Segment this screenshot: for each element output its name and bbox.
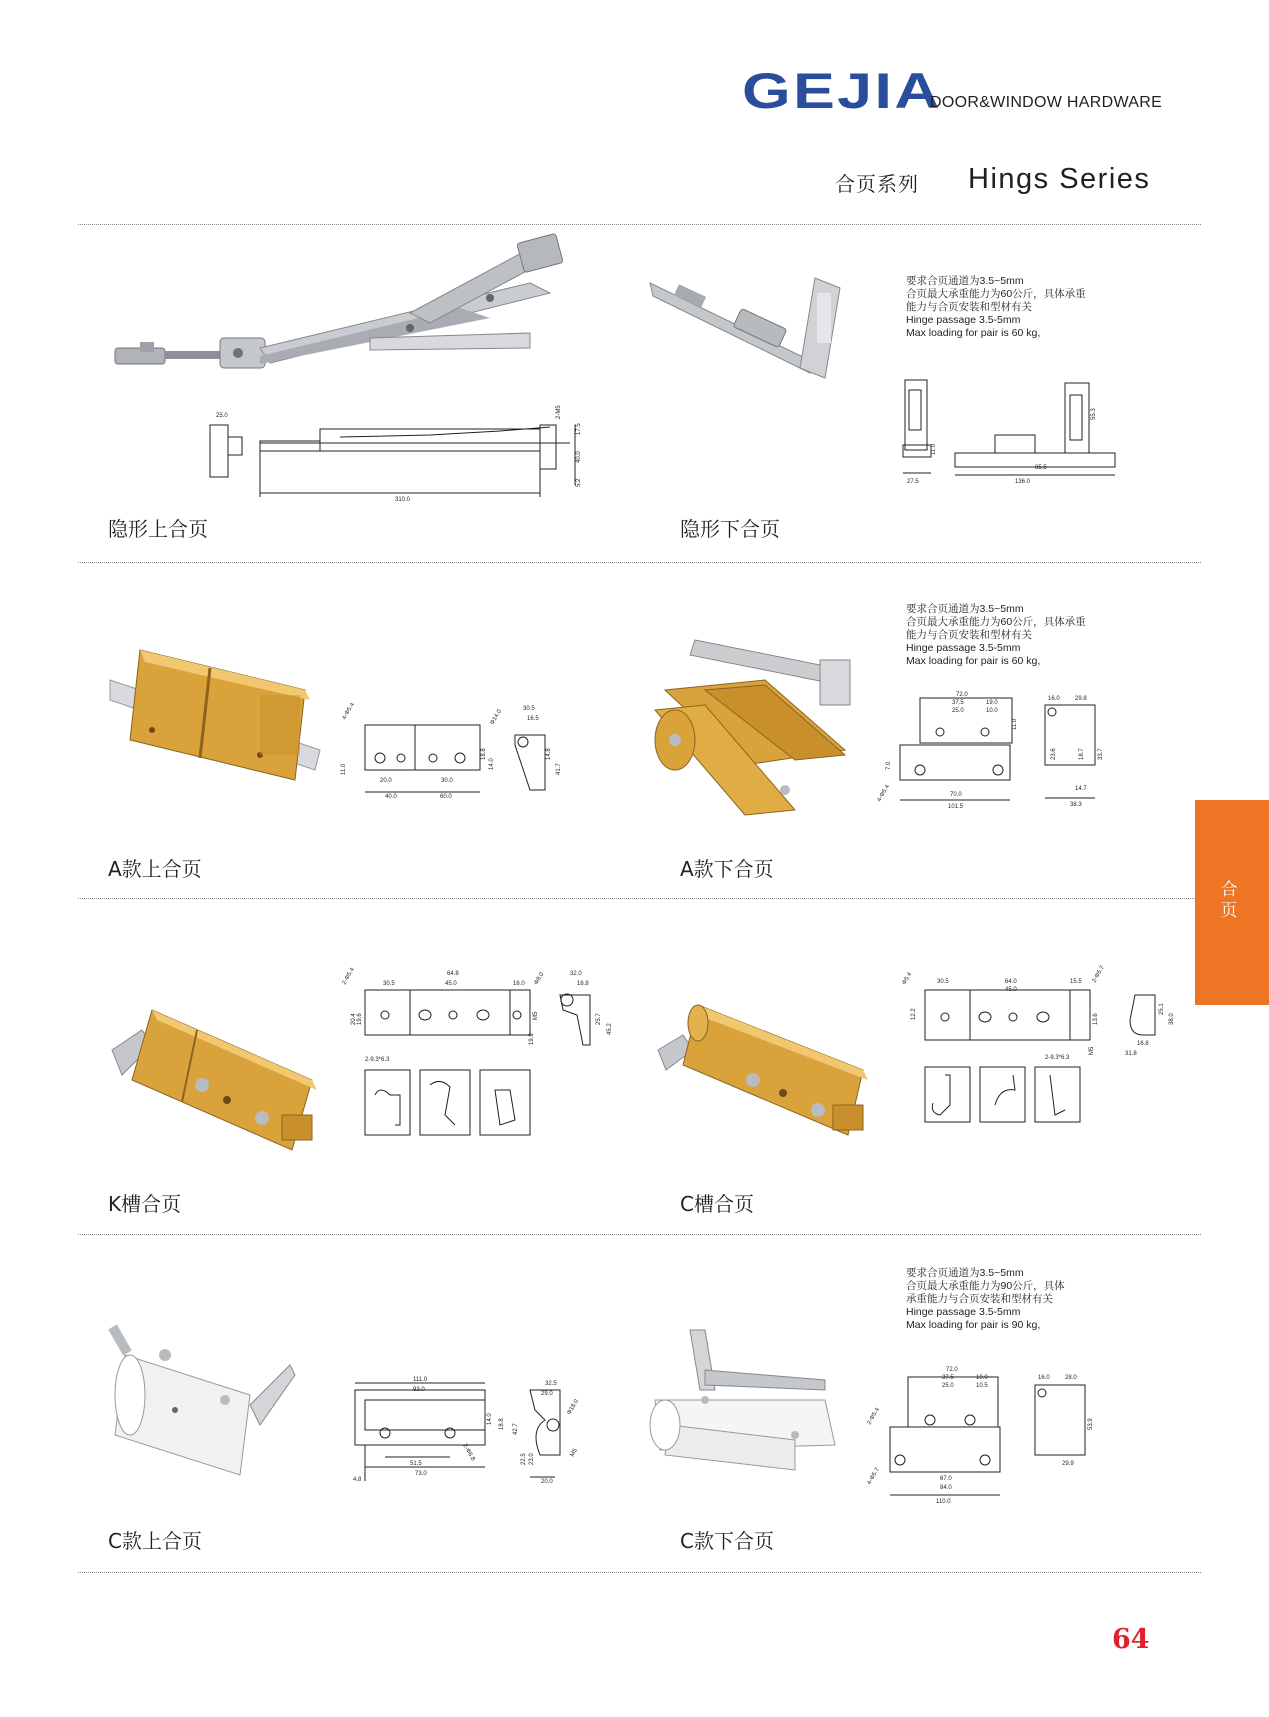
- svg-text:37.5: 37.5: [952, 700, 964, 706]
- svg-text:16.8: 16.8: [1137, 1041, 1149, 1047]
- svg-text:16.0: 16.0: [1048, 696, 1060, 702]
- a-upper-hinge-drawing: [341, 700, 585, 800]
- a-upper-hinge-photo: [110, 640, 325, 790]
- svg-text:2-9.3*6.3: 2-9.3*6.3: [1045, 1055, 1070, 1061]
- series-title-cn: 合页系列: [835, 172, 919, 196]
- svg-text:22.5: 22.5: [521, 1453, 527, 1465]
- svg-text:30.5: 30.5: [523, 706, 535, 712]
- svg-text:4-Φ5.7: 4-Φ5.7: [866, 1467, 881, 1486]
- product-label: 隐形上合页: [108, 517, 208, 541]
- svg-text:38.0: 38.0: [1169, 1013, 1175, 1025]
- svg-text:29.0: 29.0: [541, 1391, 553, 1397]
- svg-text:4-Φ5.4: 4-Φ5.4: [876, 784, 891, 803]
- svg-text:16.8: 16.8: [577, 981, 589, 987]
- svg-text:30.0: 30.0: [441, 778, 453, 784]
- svg-text:40.0: 40.0: [385, 794, 397, 800]
- svg-text:25.1: 25.1: [1159, 1003, 1165, 1015]
- a-lower-note: 要求合页通道为3.5~5mm 合页最大承重能力为60公斤，具体承重 能力与合页安装和型材有关 Hinge passage 3.5-5mm Max loading for pair is 60 kg,: [906, 603, 1086, 667]
- svg-text:2-Φ5.7: 2-Φ5.7: [1091, 965, 1106, 984]
- svg-text:19.9: 19.9: [529, 1033, 535, 1045]
- svg-text:19.6: 19.6: [357, 1013, 363, 1025]
- k-slot-hinge-drawing: [341, 965, 635, 1150]
- hidden-lower-hinge-photo: [645, 268, 855, 388]
- svg-text:12.2: 12.2: [911, 1008, 917, 1020]
- side-tab-label: 合页: [1220, 880, 1238, 921]
- svg-text:40.0: 40.0: [576, 451, 582, 463]
- svg-text:11.0: 11.0: [931, 443, 937, 455]
- svg-text:84.0: 84.0: [940, 1485, 952, 1491]
- svg-text:14.8: 14.8: [546, 748, 552, 760]
- svg-text:29.8: 29.8: [1075, 696, 1087, 702]
- svg-text:37.5: 37.5: [942, 1375, 954, 1381]
- svg-text:Φ5.4: Φ5.4: [901, 971, 914, 986]
- svg-text:64.8: 64.8: [447, 971, 459, 977]
- svg-text:16.0: 16.0: [1038, 1375, 1050, 1381]
- svg-text:19.0: 19.0: [976, 1375, 988, 1381]
- svg-text:110.0: 110.0: [936, 1499, 951, 1505]
- svg-text:25.7: 25.7: [596, 1013, 602, 1025]
- svg-text:18.8: 18.8: [499, 1418, 505, 1430]
- svg-text:67.0: 67.0: [940, 1476, 952, 1482]
- svg-text:136.0: 136.0: [1015, 479, 1031, 485]
- svg-text:4.8: 4.8: [353, 1477, 362, 1483]
- svg-text:7.0: 7.0: [886, 761, 892, 770]
- svg-text:25.0: 25.0: [216, 413, 228, 419]
- svg-text:16.0: 16.0: [513, 981, 525, 987]
- svg-text:38.3: 38.3: [1070, 802, 1082, 808]
- svg-text:Φ14.0: Φ14.0: [489, 708, 503, 726]
- svg-text:14.0: 14.0: [489, 758, 495, 770]
- product-label: K槽合页: [108, 1192, 182, 1216]
- section-divider: [78, 1234, 1201, 1235]
- hidden-lower-note: 要求合页通道为3.5~5mm 合页最大承重能力为60公斤，具体承重 能力与合页安装和型材有关 Hinge passage 3.5-5mm Max loading for pair is 60 kg,: [906, 275, 1086, 339]
- hidden-lower-hinge-drawing: [895, 375, 1125, 485]
- page-number: 64: [1112, 1624, 1150, 1655]
- c-slot-hinge-photo: [658, 995, 873, 1155]
- a-lower-hinge-photo: [645, 630, 860, 820]
- svg-text:2-M5: 2-M5: [556, 405, 562, 419]
- svg-text:41.7: 41.7: [556, 763, 562, 775]
- svg-text:10.5: 10.5: [976, 1383, 988, 1389]
- svg-text:55.3: 55.3: [1091, 408, 1097, 420]
- c-upper-hinge-drawing: [345, 1375, 615, 1485]
- section-divider: [78, 224, 1201, 225]
- svg-text:20.0: 20.0: [380, 778, 392, 784]
- c-lower-note: 要求合页通道为3.5~5mm 合页最大承重能力为90公斤，具体 承重能力与合页安装和型材有关 Hinge passage 3.5-5mm Max loading for pair is 90 kg,: [906, 1267, 1065, 1331]
- svg-text:23.0: 23.0: [529, 1453, 535, 1465]
- svg-text:19.0: 19.0: [986, 700, 998, 706]
- hidden-upper-hinge-drawing: [200, 405, 600, 505]
- svg-text:M5: M5: [569, 1447, 579, 1458]
- svg-text:32.5: 32.5: [545, 1381, 557, 1387]
- svg-text:4-Φ5.4: 4-Φ5.4: [341, 702, 356, 721]
- svg-text:20.0: 20.0: [541, 1479, 553, 1485]
- svg-text:73.0: 73.0: [415, 1471, 427, 1477]
- svg-text:85.5: 85.5: [1035, 465, 1047, 471]
- svg-text:25.0: 25.0: [952, 708, 964, 714]
- svg-text:29.9: 29.9: [1062, 1461, 1074, 1467]
- svg-text:93.0: 93.0: [413, 1387, 425, 1393]
- c-slot-hinge-drawing: [901, 965, 1175, 1135]
- svg-text:111.0: 111.0: [413, 1377, 428, 1383]
- svg-text:14.0: 14.0: [487, 1413, 493, 1425]
- svg-text:53.9: 53.9: [1088, 1418, 1094, 1430]
- svg-text:31.8: 31.8: [1125, 1051, 1137, 1057]
- product-label: A款下合页: [680, 857, 774, 881]
- section-divider: [78, 1572, 1201, 1573]
- svg-text:28.0: 28.0: [1065, 1375, 1077, 1381]
- svg-text:33.7: 33.7: [1098, 748, 1104, 760]
- svg-text:310.0: 310.0: [395, 497, 411, 503]
- product-label: C款上合页: [108, 1529, 202, 1553]
- svg-text:60.0: 60.0: [440, 794, 452, 800]
- svg-text:32.0: 32.0: [570, 971, 582, 977]
- svg-text:45.0: 45.0: [445, 981, 457, 987]
- svg-text:Φ8.0: Φ8.0: [533, 971, 546, 986]
- svg-text:11.0: 11.0: [1012, 718, 1018, 730]
- product-label: 隐形下合页: [680, 517, 780, 541]
- product-label: A款上合页: [108, 857, 202, 881]
- svg-text:64.0: 64.0: [1005, 979, 1017, 985]
- svg-text:18.8: 18.8: [481, 748, 487, 760]
- svg-text:101.5: 101.5: [948, 804, 964, 810]
- svg-text:70.0: 70.0: [950, 792, 962, 798]
- svg-text:2-Φ5.4: 2-Φ5.4: [866, 1407, 881, 1426]
- svg-text:30.5: 30.5: [937, 979, 949, 985]
- product-label: C槽合页: [680, 1192, 754, 1216]
- svg-text:25.0: 25.0: [942, 1383, 954, 1389]
- svg-text:30.5: 30.5: [383, 981, 395, 987]
- k-slot-hinge-photo: [112, 1000, 327, 1160]
- c-lower-hinge-photo: [645, 1330, 855, 1485]
- svg-text:17.5: 17.5: [576, 423, 582, 435]
- section-divider: [78, 898, 1201, 899]
- svg-text:15.5: 15.5: [1070, 979, 1082, 985]
- svg-text:5.2: 5.2: [576, 478, 582, 487]
- svg-text:72.0: 72.0: [946, 1367, 958, 1373]
- svg-text:M5: M5: [533, 1011, 539, 1020]
- product-label: C款下合页: [680, 1529, 774, 1553]
- svg-text:M5: M5: [1089, 1046, 1095, 1055]
- a-lower-hinge-drawing: [876, 690, 1110, 810]
- svg-text:27.5: 27.5: [907, 479, 919, 485]
- hidden-upper-hinge-photo: [110, 238, 590, 378]
- svg-text:2-Φ6.8: 2-Φ6.8: [461, 1443, 476, 1462]
- svg-text:13.6: 13.6: [1093, 1013, 1099, 1025]
- svg-text:2-Φ5.4: 2-Φ5.4: [341, 967, 356, 986]
- svg-text:14.7: 14.7: [1075, 786, 1087, 792]
- svg-text:11.0: 11.0: [341, 763, 347, 775]
- svg-text:23.6: 23.6: [1051, 748, 1057, 760]
- section-divider: [78, 562, 1201, 563]
- svg-text:18.7: 18.7: [1079, 748, 1085, 760]
- svg-text:20.4: 20.4: [351, 1013, 357, 1025]
- svg-text:72.0: 72.0: [956, 692, 968, 698]
- svg-text:45.2: 45.2: [607, 1023, 613, 1035]
- svg-text:10.0: 10.0: [986, 708, 998, 714]
- svg-text:51.5: 51.5: [410, 1461, 422, 1467]
- svg-text:42.7: 42.7: [513, 1423, 519, 1435]
- svg-text:2-9.3*6.3: 2-9.3*6.3: [365, 1057, 390, 1063]
- series-title-en: Hings Series: [968, 163, 1151, 195]
- svg-text:45.0: 45.0: [1005, 987, 1017, 993]
- svg-text:Φ18.0: Φ18.0: [566, 1398, 580, 1416]
- brand-tagline: DOOR&WINDOW HARDWARE: [930, 94, 1163, 111]
- c-upper-hinge-photo: [110, 1325, 300, 1485]
- c-lower-hinge-drawing: [866, 1365, 1120, 1505]
- brand-logo: GEJIA: [742, 63, 943, 119]
- svg-text:16.5: 16.5: [527, 716, 539, 722]
